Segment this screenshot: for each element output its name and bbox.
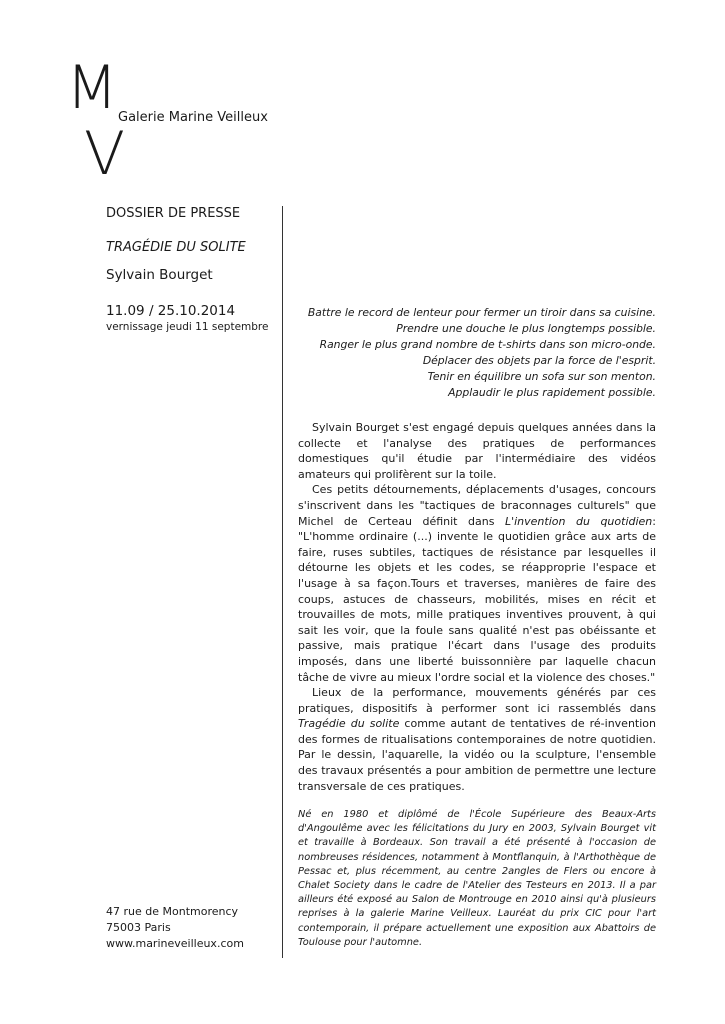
- press-title: DOSSIER DE PRESSE: [106, 206, 241, 221]
- quote-line: Applaudir le plus rapidement possible.: [448, 386, 656, 399]
- logo-letter-v: V: [84, 119, 124, 189]
- logo-letter-m: M: [66, 53, 116, 123]
- exhibition-dates: 11.09 / 25.10.2014: [106, 303, 236, 319]
- book-title: L'invention du quotidien: [504, 514, 653, 528]
- gallery-name: Galerie Marine Veilleux: [118, 110, 268, 125]
- paragraph-text: : "L'homme ordinaire (...) invente le quotidien grâce aux arts de faire, ruses subtiles, tactiques de résistance par lesquelles il détourne les objets et les codes, se réapproprie l'espace et l'usage à sa façon.Tours et traverses, manières de faire des coups, astuces de chasseurs, mobilités, mises en récit et trouvailles de mots, mille pratiques inventives prouvent, à qui sait les voir, que la foule sans qualité n'est pas obéissante et passive, mais pratique l'écart dans l'usage des produits imposés, dans une liberté buissonnière par laquelle chacun tâche de vivre au mieux l'ordre social et la violence des choses.": [298, 514, 656, 684]
- gallery-address: [106, 904, 274, 952]
- exhibition-title-inline: Tragédie du solite: [298, 717, 400, 731]
- paragraph-text: Ces petits détournements, déplacements d'usages, concours s'inscrivent dans les "tactiques de braconnages culturels" que Michel de Certeau définit dans: [298, 483, 656, 528]
- paragraph-intro: Sylvain Bourget s'est engagé depuis quelques années dans la collecte et l'analyse des pratiques de performances domestiques qu'il étudie par l'intermédiaire des vidéos amateurs qui prolifèrent sur la toile.: [298, 421, 656, 481]
- quote-line: Ranger le plus grand nombre de t-shirts dans son micro-onde.: [319, 338, 656, 351]
- column-divider: [282, 206, 283, 958]
- address-street: 47 rue de Montmorency: [106, 905, 239, 918]
- address-city: 75003 Paris: [106, 921, 171, 934]
- quote-line: Tenir en équilibre un sofa sur son menton.: [427, 370, 656, 383]
- press-text: [298, 420, 656, 794]
- quote-line: Déplacer des objets par la force de l'esprit.: [422, 354, 656, 367]
- opening-date: vernissage jeudi 11 septembre: [106, 321, 269, 333]
- paragraph-certeau: [298, 482, 656, 685]
- quote-line: Battre le record de lenteur pour fermer un tiroir dans sa cuisine.: [307, 306, 656, 319]
- website-link[interactable]: www.marineveilleux.com: [106, 937, 244, 950]
- artist-bio: Né en 1980 et diplômé de l'École Supérieure des Beaux-Arts d'Angoulême avec les félicitations du Jury en 2003, Sylvain Bourget vit et travaille à Bordeaux. Son travail a été présenté à l'occasion de nombreuses résidences, notamment à Montflanquin, à l'Arthothèque de Pessac et, plus récemment, au centre 2angles de Flers ou encore à Chalet Society dans le cadre de l'Atelier des Testeurs en 2013. Il a par ailleurs été exposé au Salon de Montrouge en 2010 ainsi qu'à plusieurs reprises à la galerie Marine Veilleux. Lauréat du prix CIC pour l'art contemporain, il prépare actuellement une exposition aux Abattoirs de Toulouse pour l'automne.: [298, 809, 656, 948]
- paragraph-text: Lieux de la performance, mouvements générés par ces pratiques, dispositifs à performer sont ici rassemblés dans: [298, 686, 656, 715]
- quote-line: Prendre une douche le plus longtemps possible.: [396, 322, 656, 335]
- show-title: TRAGÉDIE DU SOLITE: [106, 240, 246, 255]
- paragraph-exhibition: [298, 685, 656, 794]
- quote-list: [298, 305, 656, 401]
- paragraph-text: comme autant de tentatives de ré-invention des formes de ritualisations contemporaines de notre quotidien. Par le dessin, l'aquarelle, la vidéo ou la sculpture, l'ensemble des travaux présentés a pour ambition de permettre une lecture transversale de ces pratiques.: [298, 717, 656, 793]
- artist-name: Sylvain Bourget: [106, 267, 213, 283]
